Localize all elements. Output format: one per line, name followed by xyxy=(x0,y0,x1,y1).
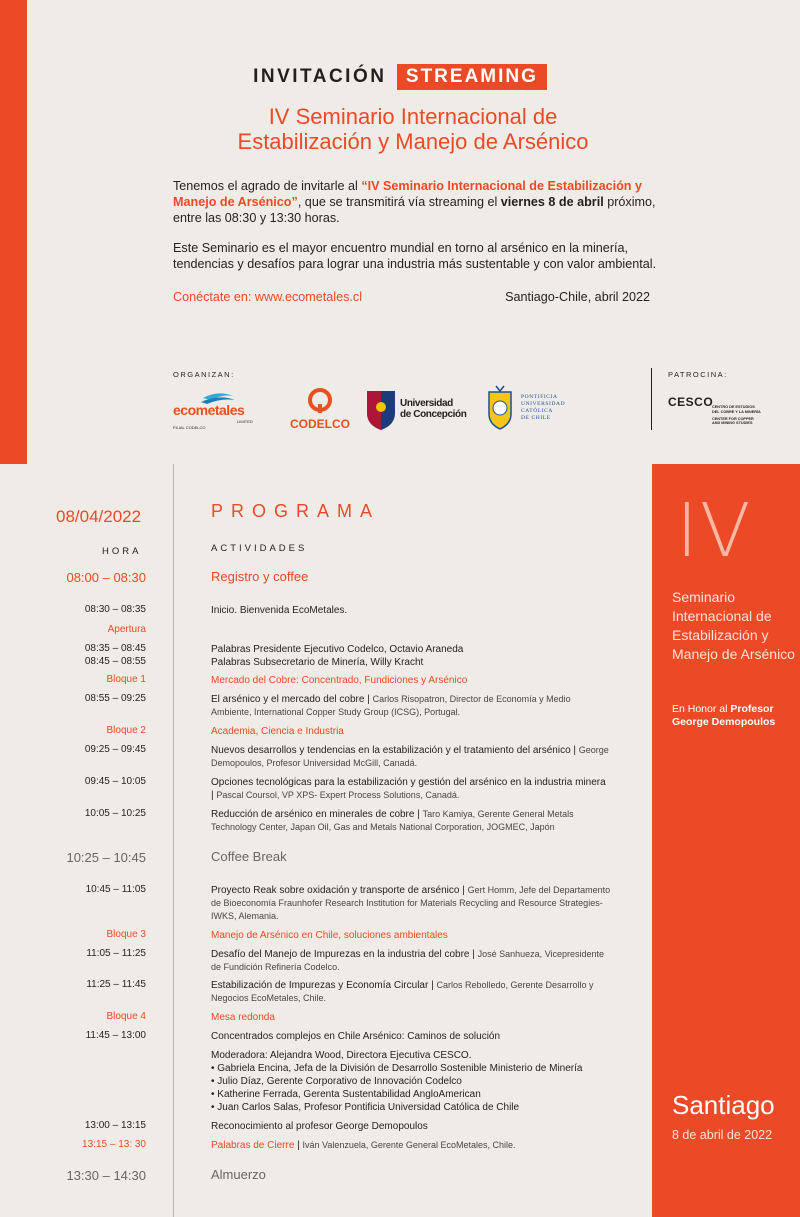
activity-cell: Nuevos desarrollos y tendencias en la estabilización y el tratamiento del arsénico | George Demopoulos, Profesor Universidad McGill, Canadá. xyxy=(211,745,609,768)
cesco-line: CENTER FOR COPPER xyxy=(712,416,754,421)
intro-paragraph-2: Este Seminario es el mayor encuentro mundial en torno al arsénico en la minería, tendencias y desafíos para lograr una industria más sustentable y con valor ambiental. xyxy=(173,241,657,271)
activity-cell: Palabras de Cierre | Iván Valenzuela, Gerente General EcoMetales, Chile. xyxy=(211,1140,516,1151)
time-cell: 08:00 – 08:30 xyxy=(66,570,146,585)
edition-numeral: IV xyxy=(676,488,753,574)
cesco-line: CENTRO DE ESTUDIOS xyxy=(712,405,755,409)
sponsor-label: PATROCINA: xyxy=(668,370,728,379)
intro-text: , que se transmitirá vía streaming el xyxy=(297,195,501,209)
talk-title: Palabras de Cierre xyxy=(211,1140,295,1151)
cesco-line: DEL COBRE Y LA MINERÍA xyxy=(712,409,761,414)
speaker-detail: Gert Homm, Jefe del Departamento de Bioeconomía Fraunhofer Research Institution for Materials Recycling and Resource Strategies-IWKS, Alemania. xyxy=(211,885,611,921)
seminar-title xyxy=(0,104,800,154)
hora-header: HORA xyxy=(102,546,142,557)
speaker-detail: George Demopoulos, Profesor Universidad McGill, Canadá. xyxy=(211,745,609,768)
place-date: Santiago-Chile, abril 2022 xyxy=(505,290,650,304)
puc-line: CATÓLICA xyxy=(521,408,553,414)
codelco-wordmark: CODELCO xyxy=(290,417,350,431)
ecometales-limited: LIMITED xyxy=(237,419,253,424)
event-date: 8 de abril de 2022 xyxy=(672,1128,773,1142)
activity-cell: Desafío del Manejo de Impurezas en la industria del cobre | José Sanhueza, Vicepresidente de Fundición Refinería Codelco. xyxy=(211,949,605,972)
ecometales-logo xyxy=(173,388,259,432)
puc-crest-icon xyxy=(483,384,517,430)
activity-cell: Registro y coffee xyxy=(211,569,309,584)
codelco-logo xyxy=(287,388,353,432)
time-cell: 09:25 – 09:45 xyxy=(84,744,146,755)
puc-logo xyxy=(483,384,573,432)
activity-cell: Coffee Break xyxy=(211,849,287,864)
speaker-detail: Carlos Risopatron, Director de Economía y Medio Ambiente, International Copper Study Group (ICSG), Portugal. xyxy=(211,694,571,717)
title-line-2: Estabilización y Manejo de Arsénico xyxy=(237,129,589,154)
invitation-label: INVITACIÓN xyxy=(253,66,387,87)
talk-title: Reducción de arsénico en minerales de cobre xyxy=(211,809,415,820)
time-cell: 09:45 – 10:05 xyxy=(84,776,146,787)
time-cell: 08:45 – 08:55 xyxy=(84,656,146,667)
intro-paragraph-1 xyxy=(173,178,658,226)
organizers-label: ORGANIZAN: xyxy=(173,370,235,379)
cesco-descriptor xyxy=(712,405,761,426)
ecometales-filial: FILIAL CODELCO xyxy=(173,425,206,430)
activity-cell: Reducción de arsénico en minerales de cobre | Taro Kamiya, Gerente General Metals Technology Center, Japan Oil, Gas and Metals National Corporation, JOGMEC, Japón xyxy=(211,809,574,832)
activity-cell: Proyecto Reak sobre oxidación y transporte de arsénico | Gert Homm, Jefe del Departamento de Bioeconomía Fraunhofer Research Institution for Materials Recycling and Resource Strategies-IWKS, Alemania. xyxy=(211,885,611,921)
activity-cell: Palabras Presidente Ejecutivo Codelco, Octavio Araneda xyxy=(211,644,464,655)
cesco-wordmark: CESCO xyxy=(668,395,714,409)
panelist-item: • Gabriela Encina, Jefa de la División de Desarrollo Sostenible Ministerio de Minería xyxy=(211,1063,583,1074)
udec-wordmark xyxy=(400,398,466,420)
talk-title: Opciones tecnológicas para la estabilización y gestión del arsénico en la industria minera xyxy=(211,777,606,788)
column-divider xyxy=(173,464,174,1217)
honor-text xyxy=(672,703,798,729)
seminar-side-panel xyxy=(652,464,800,1217)
time-cell: 08:35 – 08:45 xyxy=(84,643,146,654)
panelist-item: • Katherine Ferrada, Gerenta Sustentabilidad AngloAmerican xyxy=(211,1089,481,1100)
program-title: PROGRAMA xyxy=(211,501,381,521)
udec-line-1: Universidad xyxy=(400,398,453,409)
block-label: Bloque 3 xyxy=(106,929,146,940)
activity-cell: Reconocimiento al profesor George Demopoulos xyxy=(211,1121,428,1132)
puc-line: PONTIFICIA xyxy=(521,394,558,400)
speaker-detail: Carlos Rebolledo, Gerente Desarrollo y Negocios EcoMetales, Chile. xyxy=(211,980,594,1003)
talk-title: Estabilización de Impurezas y Economía Circular xyxy=(211,980,429,991)
date-highlight: viernes 8 de abril xyxy=(500,195,604,209)
time-cell: 10:05 – 10:25 xyxy=(84,808,146,819)
seminar-name-highlight: “IV Seminario Internacional de Estabilización y Manejo de Arsénico” xyxy=(173,179,642,209)
puc-wordmark xyxy=(521,394,565,422)
panelist-item: • Juan Carlos Salas, Profesor Pontificia Universidad Católica de Chile xyxy=(211,1102,520,1113)
speaker-detail: Pascal Coursol, VP XPS- Expert Process Solutions, Canadá. xyxy=(216,790,460,800)
cesco-logo xyxy=(668,395,778,429)
speaker-detail: José Sanhueza, Vicepresidente de Fundición Refinería Codelco. xyxy=(211,949,605,972)
time-cell: 08:55 – 09:25 xyxy=(84,693,146,704)
time-cell: 11:25 – 11:45 xyxy=(86,979,146,990)
actividades-header: ACTIVIDADES xyxy=(211,543,308,554)
activity-cell: El arsénico y el mercado del cobre | Carlos Risopatron, Director de Economía y Medio Ambiente, International Copper Study Group (ICSG), Portugal. xyxy=(211,694,571,717)
cesco-line: AND MINING STUDIES xyxy=(712,421,753,426)
block-label: Bloque 2 xyxy=(106,725,146,736)
block-title: Mesa redonda xyxy=(211,1012,275,1023)
block-label: Apertura xyxy=(107,624,146,635)
block-title: Mercado del Cobre: Concentrado, Fundiciones y Arsénico xyxy=(211,675,468,686)
title-line-1: IV Seminario Internacional de xyxy=(268,104,558,129)
activity-cell: Inicio. Bienvenida EcoMetales. xyxy=(211,605,348,616)
udec-shield-icon xyxy=(365,389,397,431)
program-date: 08/04/2022 xyxy=(56,507,142,526)
talk-title: Desafío del Manejo de Impurezas en la industria del cobre xyxy=(211,949,470,960)
divider xyxy=(651,368,652,430)
codelco-symbol-icon xyxy=(287,388,353,414)
time-cell: 10:25 – 10:45 xyxy=(66,850,146,865)
time-cell: 10:45 – 11:05 xyxy=(85,884,146,895)
city-label: Santiago xyxy=(672,1090,775,1120)
talk-title: Nuevos desarrollos y tendencias en la estabilización y el tratamiento del arsénico xyxy=(211,745,571,756)
honoree-name: Profesor George Demopoulos xyxy=(672,703,776,728)
udec-logo xyxy=(365,389,469,431)
puc-line: UNIVERSIDAD xyxy=(521,401,566,407)
honor-prefix: En Honor al xyxy=(672,703,731,715)
block-title: Manejo de Arsénico en Chile, soluciones ambientales xyxy=(211,930,448,941)
time-cell: 13:00 – 13:15 xyxy=(84,1120,146,1131)
activity-cell: Opciones tecnológicas para la estabilización y gestión del arsénico en la industria minera | Pascal Coursol, VP XPS- Expert Process Solutions, Canadá. xyxy=(211,777,606,801)
time-cell: 13:15 – 13: 30 xyxy=(82,1139,146,1150)
website-link[interactable]: Conéctate en: www.ecometales.cl xyxy=(173,290,362,304)
activity-cell: Palabras Subsecretario de Minería, Willy Kracht xyxy=(211,657,424,668)
activity-cell: Concentrados complejos en Chile Arsénico: Caminos de solución xyxy=(211,1031,501,1042)
heading-row xyxy=(0,64,800,90)
block-label: Bloque 4 xyxy=(106,1011,146,1022)
intro-text: Tenemos el agrado de invitarle al xyxy=(173,179,362,193)
puc-line: DE CHILE xyxy=(521,415,551,421)
time-cell: 13:30 – 14:30 xyxy=(66,1168,146,1183)
speaker-detail: Iván Valenzuela, Gerente General EcoMetales, Chile. xyxy=(302,1140,516,1150)
intro-text: próximo, entre las 08:30 y 13:30 horas. xyxy=(173,195,656,225)
panelist-item: • Julio Díaz, Gerente Corporativo de Innovación Codelco xyxy=(211,1076,462,1087)
block-label: Bloque 1 xyxy=(106,674,146,685)
talk-title: El arsénico y el mercado del cobre xyxy=(211,694,365,705)
panel-moderator: Moderadora: Alejandra Wood, Directora Ejecutiva CESCO. xyxy=(211,1050,472,1061)
streaming-badge: STREAMING xyxy=(397,64,547,90)
time-cell: 11:45 – 13:00 xyxy=(85,1030,146,1041)
activity-cell: Almuerzo xyxy=(211,1167,266,1182)
udec-line-2: de Concepción xyxy=(400,409,467,420)
block-title: Academia, Ciencia e Industria xyxy=(211,726,344,737)
talk-title: Proyecto Reak sobre oxidación y transporte de arsénico xyxy=(211,885,460,896)
ecometales-wordmark: ecometales xyxy=(173,402,245,418)
panel-subtitle: Seminario Internacional de Estabilización y Manejo de Arsénico xyxy=(672,589,795,662)
time-cell: 11:05 – 11:25 xyxy=(86,948,146,959)
activity-cell: Estabilización de Impurezas y Economía Circular | Carlos Rebolledo, Gerente Desarrollo y Negocios EcoMetales, Chile. xyxy=(211,980,594,1003)
speaker-detail: Taro Kamiya, Gerente General Metals Technology Center, Japan Oil, Gas and Metals National Corporation, JOGMEC, Japón xyxy=(211,809,574,832)
time-cell: 08:30 – 08:35 xyxy=(84,604,146,615)
